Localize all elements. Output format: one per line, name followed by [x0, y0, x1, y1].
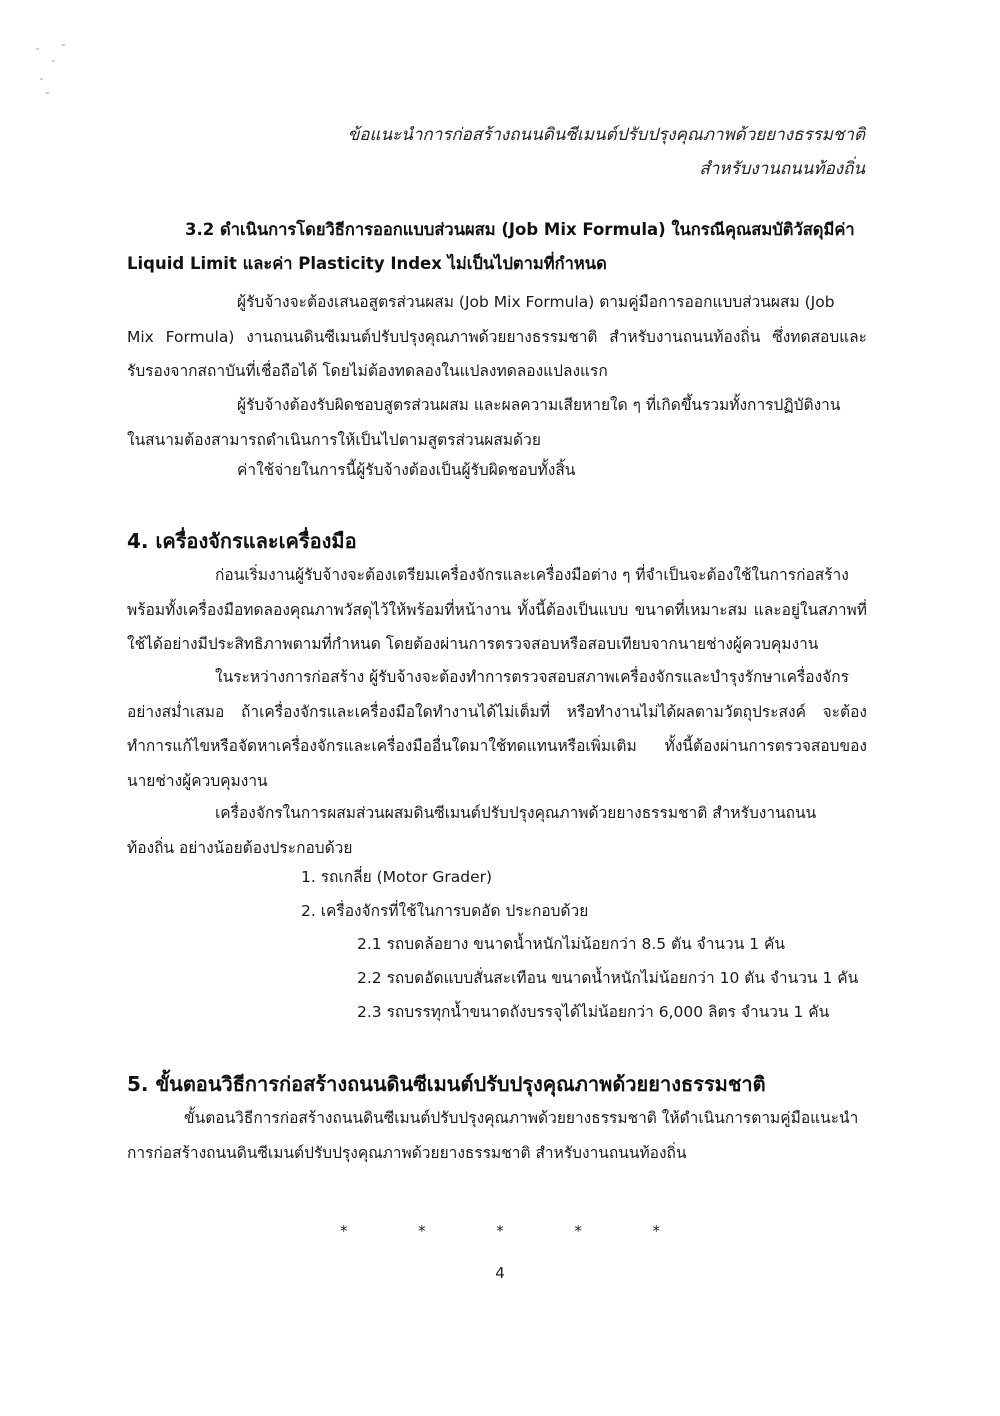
paragraph-body: Mix Formula) งานถนนดินซีเมนต์ปรับปรุงคุณภาพด้วยยางธรรมชาติ สำหรับงานถนนท้องถิ่น ซึ่งทดสอบและรับรองจากสถาบันที่เชื่อถือได้ โดยไม่ต้องทดลองในแปลงทดลองแปลงแรก [127, 327, 867, 380]
star-ornament: * [496, 1222, 504, 1240]
section-heading-4: 4. เครื่องจักรและเครื่องมือ [127, 529, 357, 553]
sublist-item-water-truck: 2.3 รถบรรทุกน้ำขนาดถังบรรจุได้ไม่น้อยกว่า 6,000 ลิตร จำนวน 1 คัน [357, 1003, 830, 1021]
paragraph-equipment-preparation [127, 558, 867, 662]
sublist-item-pneumatic-roller: 2.1 รถบดล้อยาง ขนาดน้ำหนักไม่น้อยกว่า 8.5 ตัน จำนวน 1 คัน [357, 935, 785, 953]
scan-speck [62, 44, 65, 46]
paragraph-cost-note: ค่าใช้จ่ายในการนี้ผู้รับจ้างต้องเป็นผู้รับผิดชอบทั้งสิ้น [237, 461, 576, 479]
scan-speck [52, 60, 55, 62]
paragraph-job-mix-proposal [127, 285, 867, 389]
star-ornament: * [574, 1222, 582, 1240]
star-ornament: * [652, 1222, 660, 1240]
sublist-item-vibratory-roller: 2.2 รถบดอัดแบบสั่นสะเทือน ขนาดน้ำหนักไม่น้อยกว่า 10 ตัน จำนวน 1 คัน [357, 969, 859, 987]
paragraph-body: การก่อสร้างถนนดินซีเมนต์ปรับปรุงคุณภาพด้วยยางธรรมชาติ สำหรับงานถนนท้องถิ่น [127, 1143, 687, 1162]
page-number: 4 [495, 1264, 505, 1282]
running-header [348, 118, 865, 186]
paragraph-mixing-machinery [127, 796, 867, 865]
star-ornament: * [418, 1222, 426, 1240]
paragraph-first-line: เครื่องจักรในการผสมส่วนผสมดินซีเมนต์ปรับปรุงคุณภาพด้วยยางธรรมชาติ สำหรับงานถนน [215, 804, 817, 822]
paragraph-body: ในสนามต้องสามารถดำเนินการให้เป็นไปตามสูตรส่วนผสมด้วย [127, 430, 541, 449]
paragraph-first-line: ในระหว่างการก่อสร้าง ผู้รับจ้างจะต้องทำการตรวจสอบสภาพเครื่องจักรและบำรุงรักษาเครื่องจักร [215, 668, 849, 686]
scan-speck [46, 92, 49, 94]
section-heading-5: 5. ขั้นตอนวิธีการก่อสร้างถนนดินซีเมนต์ปรับปรุงคุณภาพด้วยยางธรรมชาติ [127, 1072, 766, 1096]
scan-speck [36, 48, 39, 50]
list-item-motor-grader: 1. รถเกลี่ย (Motor Grader) [301, 868, 493, 886]
subsection-heading-line-1: 3.2 ดำเนินการโดยวิธีการออกแบบส่วนผสม (Job Mix Formula) ในกรณีคุณสมบัติวัสดุมีค่า [185, 220, 855, 239]
paragraph-construction-procedure [127, 1101, 867, 1170]
scan-speck [40, 78, 43, 80]
subsection-heading-line-2: Liquid Limit และค่า Plasticity Index ไม่เป็นไปตามที่กำหนด [127, 254, 607, 273]
section-end-ornament [340, 1222, 660, 1240]
paragraph-first-line: ขั้นตอนวิธีการก่อสร้างถนนดินซีเมนต์ปรับปรุงคุณภาพด้วยยางธรรมชาติ ให้ดำเนินการตามคู่มือแนะนำ [184, 1109, 859, 1127]
subsection-heading-3-2 [127, 213, 867, 281]
list-item-compaction-machinery: 2. เครื่องจักรที่ใช้ในการบดอัด ประกอบด้วย [301, 902, 589, 920]
paragraph-body: พร้อมทั้งเครื่องมือทดลองคุณภาพวัสดุไว้ให้พร้อมที่หน้างาน ทั้งนี้ต้องเป็นแบบ ขนาดที่เหมาะสม และอยู่ในสภาพที่ใช้ได้อย่างมีประสิทธิภาพตามที่กำหนด โดยต้องผ่านการตรวจสอบหรือสอบเทียบจากนายช่างผู้ควบคุมงาน [127, 600, 867, 653]
star-ornament: * [340, 1222, 348, 1240]
paragraph-first-line: ผู้รับจ้างต้องรับผิดชอบสูตรส่วนผสม และผลความเสียหายใด ๆ ที่เกิดขึ้นรวมทั้งการปฏิบัติงาน [237, 396, 841, 414]
paragraph-first-line: ก่อนเริ่มงานผู้รับจ้างจะต้องเตรียมเครื่องจักรและเครื่องมือต่าง ๆ ที่จำเป็นจะต้องใช้ในการก่อสร้าง [215, 566, 849, 584]
paragraph-body: อย่างสม่ำเสมอ ถ้าเครื่องจักรและเครื่องมือใดทำงานได้ไม่เต็มที่ หรือทำงานไม่ได้ผลตามวัตถุประสงค์ จะต้องทำการแก้ไขหรือจัดหาเครื่องจักรและเครื่องมืออื่นใดมาใช้ทดแทนหรือเพิ่มเติม ทั้งนี้ต้องผ่านการตรวจสอบของนายช่างผู้ควบคุมงาน [127, 702, 867, 790]
header-line-1: ข้อแนะนำการก่อสร้างถนนดินซีเมนต์ปรับปรุงคุณภาพด้วยยางธรรมชาติ [347, 125, 865, 145]
header-line-2: สำหรับงานถนนท้องถิ่น [699, 159, 865, 179]
paragraph-equipment-maintenance [127, 660, 867, 798]
paragraph-body: ท้องถิ่น อย่างน้อยต้องประกอบด้วย [127, 838, 353, 857]
paragraph-first-line: ผู้รับจ้างจะต้องเสนอสูตรส่วนผสม (Job Mix Formula) ตามคู่มือการออกแบบส่วนผสม (Job [237, 293, 835, 311]
paragraph-contractor-responsibility [127, 388, 867, 457]
